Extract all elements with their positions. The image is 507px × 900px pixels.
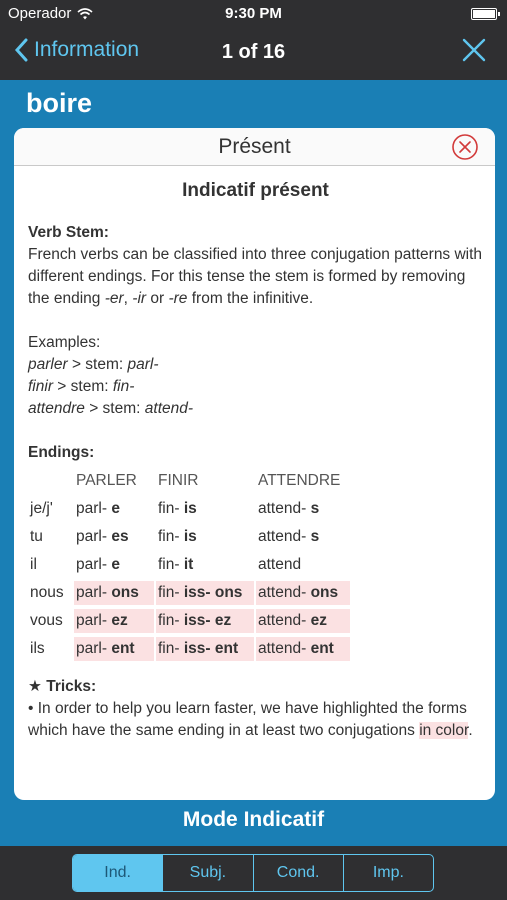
- table-row: [28, 553, 350, 577]
- column-header: PARLER: [76, 472, 137, 489]
- column-header: ATTENDRE: [258, 472, 341, 489]
- close-icon[interactable]: [461, 37, 487, 63]
- ending-cell: parl- es: [76, 528, 129, 545]
- mode-title: Mode Indicatif: [182, 808, 325, 831]
- ending-cell: fin- it: [158, 556, 194, 573]
- pronoun-cell: ils: [30, 640, 45, 657]
- close-circle-icon[interactable]: [451, 133, 479, 161]
- endings-heading: Endings:: [28, 444, 95, 461]
- top-bar: [0, 0, 507, 80]
- ending-cell: fin- iss- ons: [156, 581, 254, 605]
- ending-cell: parl- e: [76, 556, 120, 573]
- verb-title: boire: [26, 88, 93, 118]
- navigation-bar: [0, 28, 507, 80]
- segment-conditionnel[interactable]: Cond.: [254, 855, 344, 891]
- highlight-sample: in color: [419, 722, 469, 739]
- ending-cell: attend- s: [258, 500, 320, 517]
- ending-cell: attend- ez: [256, 609, 350, 633]
- table-row: [28, 525, 350, 549]
- status-bar: [0, 0, 507, 28]
- info-card: [14, 128, 495, 800]
- card-header-title: Présent: [218, 135, 291, 158]
- table-row: [28, 497, 350, 521]
- pronoun-cell: il: [30, 556, 37, 573]
- ending-cell: fin- is: [158, 528, 197, 545]
- segment-subjonctif[interactable]: Subj.: [163, 855, 253, 891]
- ending-cell: fin- iss- ez: [156, 609, 254, 633]
- table-row: [28, 609, 350, 633]
- card-content: [28, 166, 483, 742]
- carrier-label: Operador: [8, 5, 72, 22]
- example-line: finir > stem: fin-: [28, 378, 135, 395]
- examples-heading: Examples:: [28, 334, 101, 351]
- table-row: [28, 581, 350, 605]
- table-header-row: [28, 469, 350, 493]
- example-line: attendre > stem: attend-: [28, 400, 194, 417]
- ending-cell: parl- ez: [74, 609, 154, 633]
- segment-indicatif[interactable]: Ind.: [73, 855, 163, 891]
- status-time: 9:30 PM: [225, 5, 282, 22]
- bottom-bar: [0, 846, 507, 900]
- back-button-label: Information: [34, 38, 140, 61]
- pronoun-cell: tu: [30, 528, 43, 545]
- column-header: FINIR: [158, 472, 199, 489]
- endings-table: [26, 465, 352, 665]
- ending-cell: attend- ons: [256, 581, 350, 605]
- stem-heading: Verb Stem:: [28, 224, 109, 241]
- table-row: [28, 637, 350, 661]
- tense-title: Indicatif présent: [182, 180, 329, 201]
- ending-cell: attend: [258, 556, 302, 573]
- page-counter: 1 of 16: [221, 41, 286, 63]
- card-header: [14, 128, 495, 166]
- ending-cell: attend- ent: [256, 637, 350, 661]
- stem-description: French verbs can be classified into three conjugation patterns with different endings. For this tense the stem is formed by removing the ending -er, -ir or -re from the infinitive.: [28, 246, 483, 307]
- ending-cell: parl- e: [76, 500, 120, 517]
- battery-icon: [471, 8, 497, 20]
- example-line: parler > stem: parl-: [28, 356, 159, 373]
- pronoun-cell: vous: [30, 612, 63, 629]
- segment-imperatif[interactable]: Imp.: [372, 864, 404, 881]
- ending-cell: attend- s: [258, 528, 320, 545]
- ending-cell: parl- ent: [74, 637, 154, 661]
- chevron-left-icon: [14, 38, 28, 62]
- ending-cell: fin- iss- ent: [156, 637, 254, 661]
- tricks-heading: ★ Tricks:: [28, 678, 97, 695]
- tricks-text: • In order to help you learn faster, we have highlighted the forms which have the same ending in at least two conjugations in color.: [28, 700, 473, 739]
- mode-segmented-control: [72, 854, 434, 892]
- ending-cell: fin- is: [158, 500, 197, 517]
- back-button[interactable]: [14, 38, 139, 62]
- pronoun-cell: nous: [30, 584, 64, 601]
- ending-cell: parl- ons: [74, 581, 154, 605]
- pronoun-cell: je/j': [30, 500, 53, 517]
